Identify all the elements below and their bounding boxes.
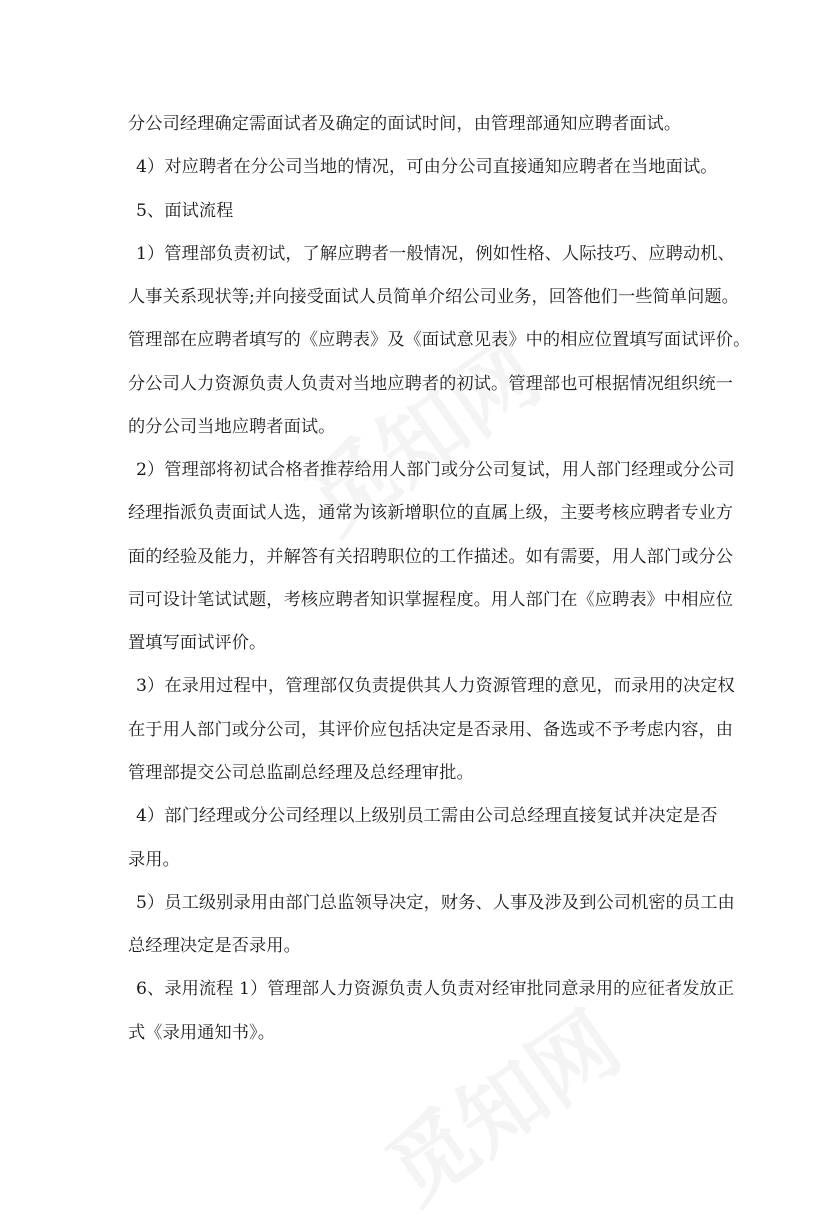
text-line: 面的经验及能力，并解答有关招聘职位的工作描述。如有需要，用人部门或分公: [128, 547, 734, 567]
text-line: 4）对应聘者在分公司当地的情况，可由分公司直接通知应聘者在当地面试。: [136, 157, 718, 177]
text-line: 人事关系现状等;并向接受面试人员简单介绍公司业务，回答他们一些简单问题。: [128, 287, 739, 307]
text-line: 1）管理部负责初试，了解应聘者一般情况，例如性格、人际技巧、应聘动机、: [136, 244, 735, 264]
text-line: 管理部在应聘者填写的《应聘表》及《面试意见表》中的相应位置填写面试评价。: [128, 330, 751, 350]
text-line: 管理部提交公司总监副总经理及总经理审批。: [128, 763, 474, 783]
section-heading: 6、录用流程 1）管理部人力资源负责人负责对经审批同意录用的应征者发放正: [136, 979, 735, 999]
text-line: 录用。: [128, 850, 180, 870]
text-line: 的分公司当地应聘者面试。: [128, 417, 336, 437]
text-line: 2）管理部将初试合格者推荐给用人部门或分公司复试，用人部门经理或分公司: [136, 460, 735, 480]
text-line: 式《录用通知书》。: [128, 1023, 275, 1043]
section-heading: 5、面试流程: [136, 201, 234, 221]
text-line: 3）在录用过程中，管理部仅负责提供其人力资源管理的意见，而录用的决定权: [136, 676, 735, 696]
text-line: 在于用人部门或分公司，其评价应包括决定是否录用、备选或不予考虑内容，由: [128, 720, 734, 740]
text-line: 总经理决定是否录用。: [128, 936, 301, 956]
text-line: 置填写面试评价。: [128, 633, 267, 653]
text-line: 5）员工级别录用由部门总监领导决定，财务、人事及涉及到公司机密的员工由: [136, 893, 735, 913]
text-line: 分公司人力资源负责人负责对当地应聘者的初试。管理部也可根据情况组织统一: [128, 374, 734, 394]
text-line: 司可设计笔试试题，考核应聘者知识掌握程度。用人部门在《应聘表》中相应位: [128, 590, 734, 610]
text-line: 经理指派负责面试人选，通常为该新增职位的直属上级，主要考核应聘者专业方: [128, 503, 734, 523]
text-line: 4）部门经理或分公司经理以上级别员工需由公司总经理直接复试并决定是否: [136, 806, 718, 826]
text-line: 分公司经理确定需面试者及确定的面试时间，由管理部通知应聘者面试。: [128, 114, 682, 134]
